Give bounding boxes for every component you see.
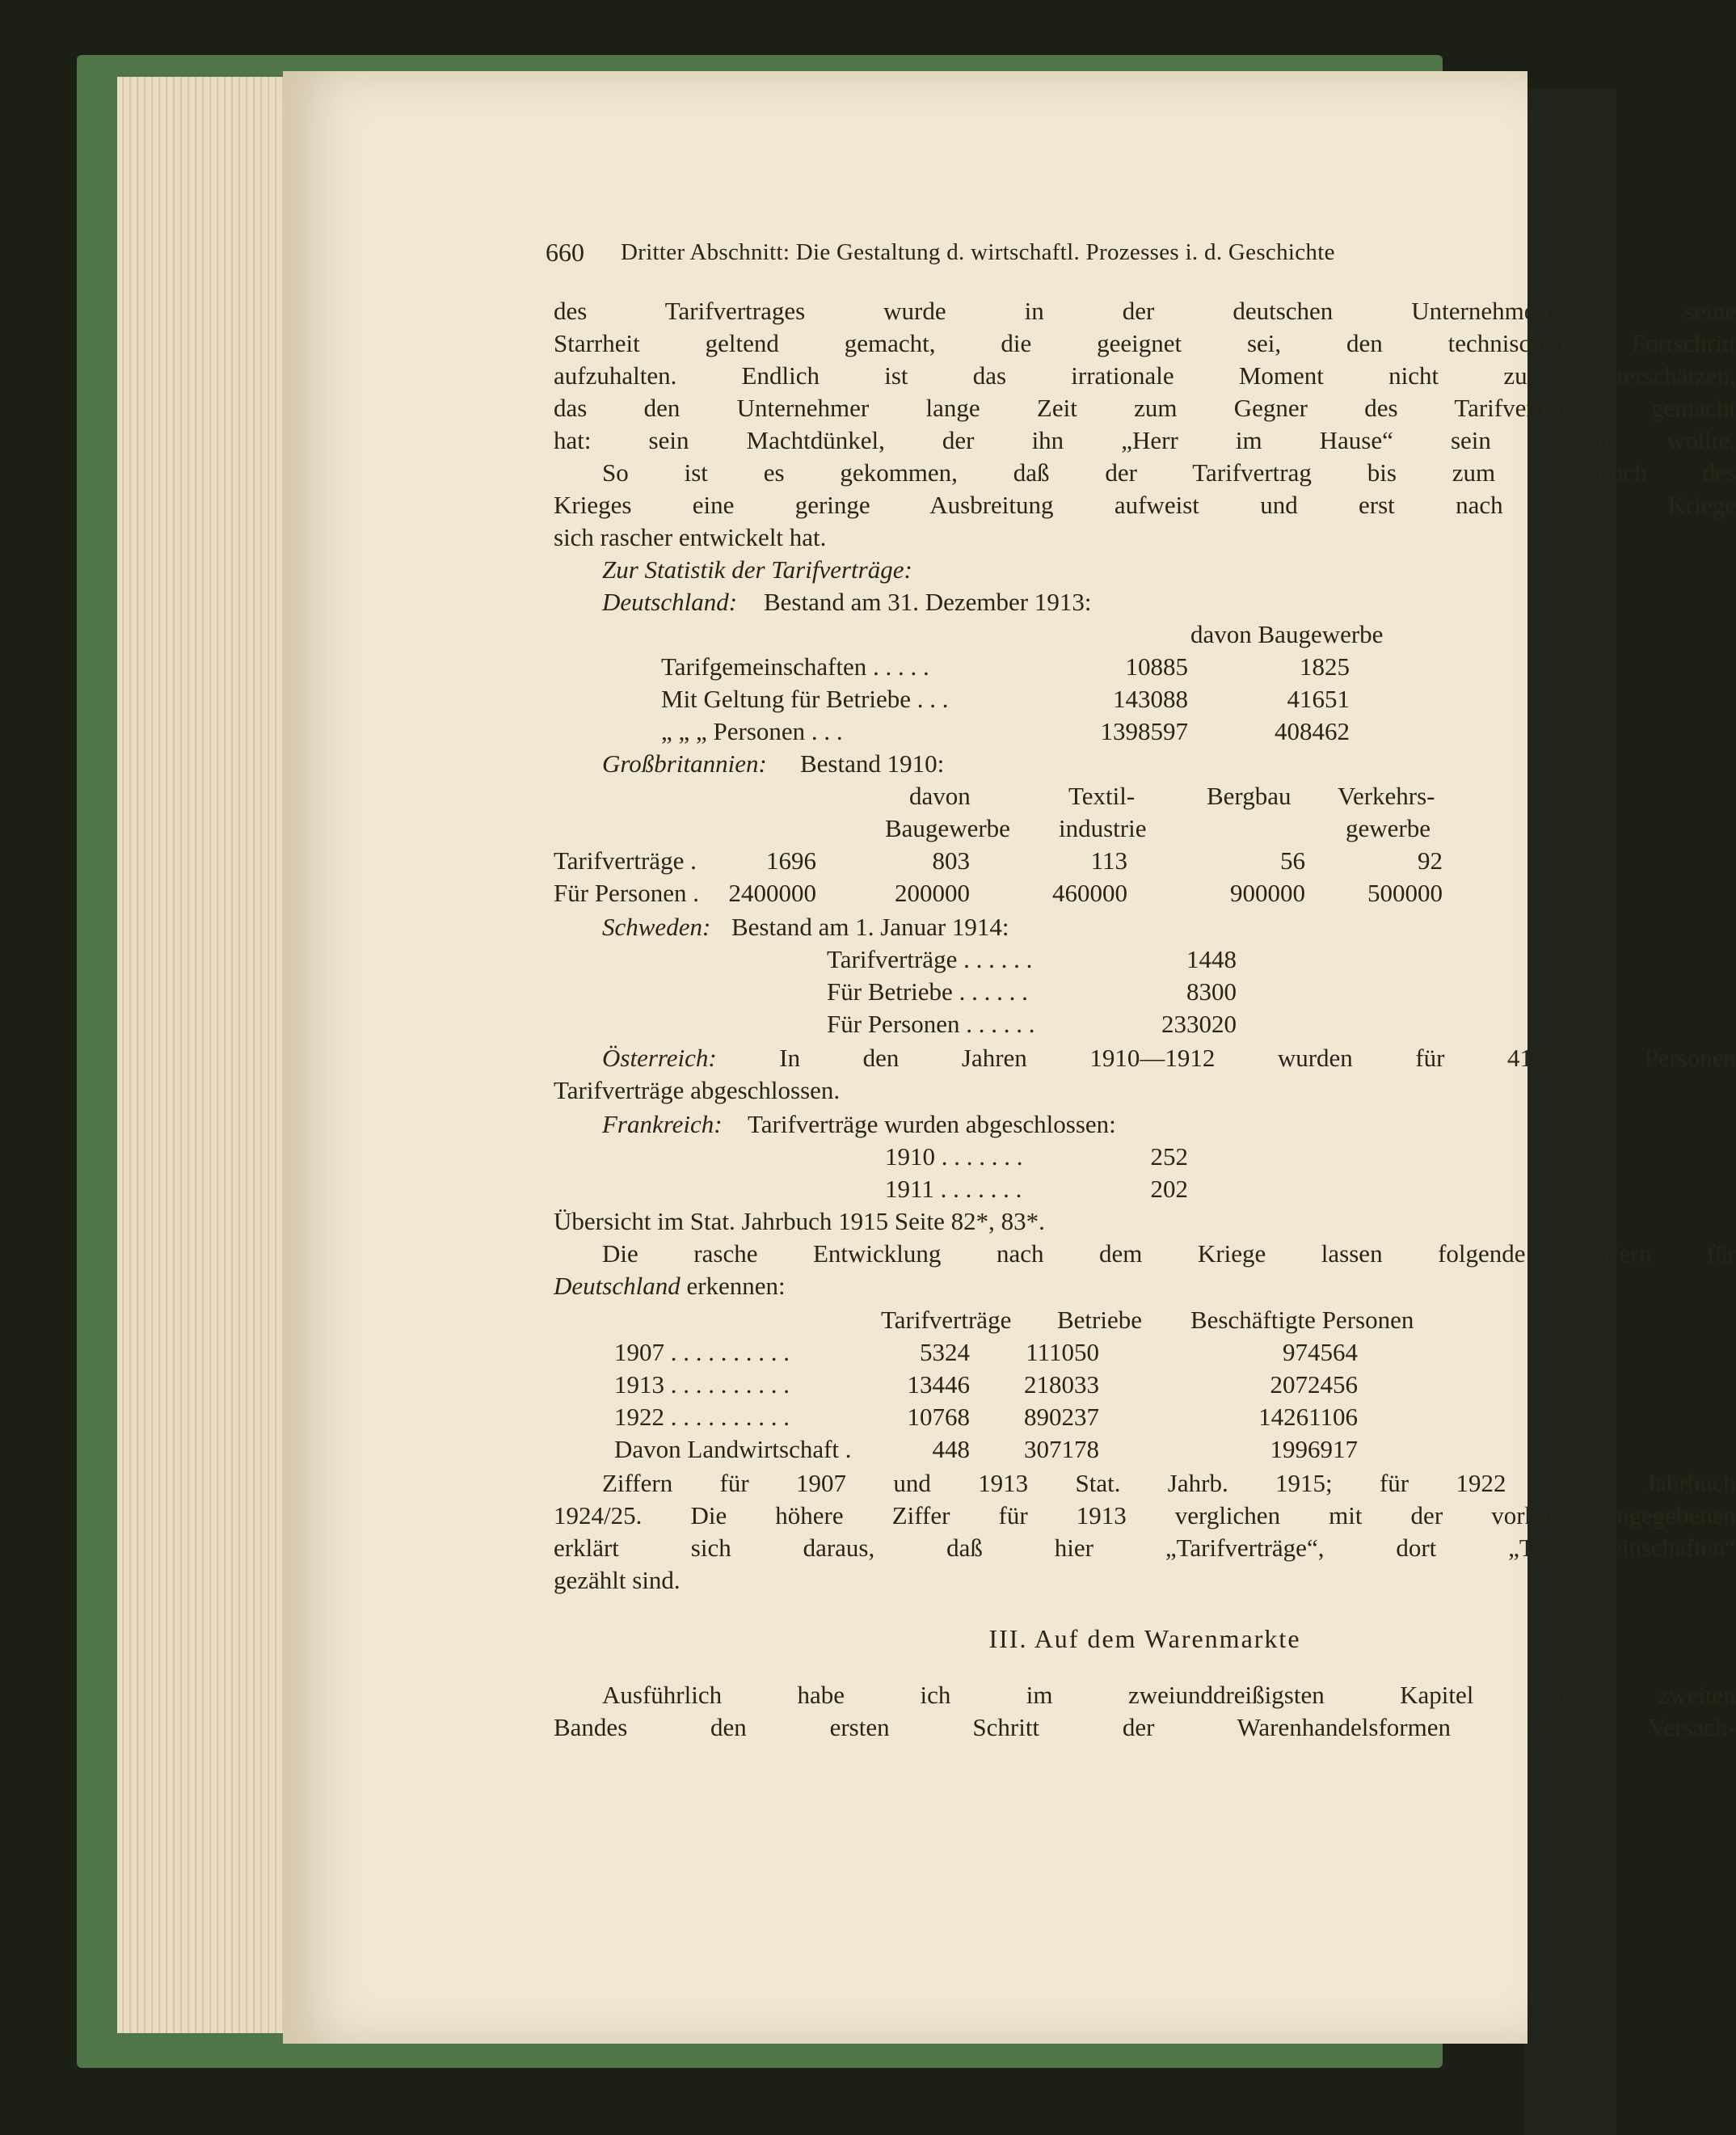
table2-cell: 111050 [1026, 1338, 1099, 1366]
overview-line: Übersicht im Stat. Jahrbuch 1915 Seite 82*, 83*. [554, 1207, 1045, 1235]
sweden-row-value: 233020 [1161, 1010, 1237, 1038]
para4-line: Ausführlich habe ich im zweiunddreißigsten Kapitel des zweiten [602, 1681, 1736, 1709]
britain-header: Verkehrs- [1338, 782, 1435, 810]
sweden-label: Schweden: [602, 913, 711, 941]
britain-cell: 2400000 [728, 879, 816, 907]
table2-row-label: 1922 . . . . . . . . . . [614, 1403, 790, 1431]
germany-row-label: Mit Geltung für Betriebe . . . [661, 685, 949, 713]
after-war-rest: erkennen: [686, 1272, 786, 1300]
page-edges [117, 77, 303, 2033]
table2-cell: 974564 [1283, 1338, 1358, 1366]
austria-line1: In den Jahren 1910—1912 wurden für 413711 Personen [779, 1044, 1736, 1072]
britain-cell: 113 [1090, 846, 1127, 875]
austria-line [602, 1043, 1736, 1074]
britain-cell: 500000 [1367, 879, 1443, 907]
britain-header: industrie [1059, 814, 1147, 842]
britain-cell: 56 [1280, 846, 1305, 875]
table2-cell: 1996917 [1270, 1435, 1358, 1463]
table2-header: Tarifverträge [881, 1306, 1012, 1334]
britain-row-label: Für Personen . [554, 879, 699, 907]
para1-line: Starrheit geltend gemacht, die geeignet sei, den technischen Fortschritt [554, 329, 1736, 357]
britain-cell: 1696 [766, 846, 816, 875]
austria-line2: Tarifverträge abgeschlossen. [554, 1076, 841, 1104]
section-title: III. Auf dem Warenmarkte [988, 1624, 1301, 1653]
austria-label: Österreich: [602, 1044, 717, 1072]
britain-cell: 200000 [895, 879, 970, 907]
germany-row-total: 1398597 [1100, 717, 1188, 745]
germany-row-label: „ „ „ Personen . . . [661, 717, 843, 745]
table2-cell: 10768 [907, 1403, 970, 1431]
table2-cell: 890237 [1024, 1403, 1099, 1431]
britain-cell: 803 [932, 846, 970, 875]
britain-cell: 92 [1418, 846, 1443, 875]
table2-row-label: 1907 . . . . . . . . . . [614, 1338, 790, 1366]
britain-header: Bergbau [1207, 782, 1291, 810]
page-number: 660 [546, 238, 584, 267]
para3-line: erklärt sich daraus, daß hier „Tarifverträge“, dort „Tarifgemeinschaften“ [554, 1534, 1736, 1562]
stat-heading: Zur Statistik der Tarifverträge: [602, 555, 912, 584]
sweden-text: Bestand am 1. Januar 1914: [731, 913, 1009, 941]
france-text: Tarifverträge wurden abgeschlossen: [748, 1110, 1116, 1138]
britain-header: Baugewerbe [885, 814, 1010, 842]
britain-label: Großbritannien: [602, 749, 767, 778]
table2-cell: 13446 [907, 1370, 970, 1399]
book-page [283, 71, 1736, 2044]
germany-label: Deutschland: [602, 588, 738, 616]
france-row-value: 252 [1150, 1142, 1188, 1171]
germany-row-bau: 1825 [1300, 652, 1350, 681]
sweden-row-label: Für Betriebe . . . . . . [827, 977, 1028, 1006]
germany-row-total: 10885 [1125, 652, 1188, 681]
britain-header: Textil- [1068, 782, 1136, 810]
britain-header: gewerbe [1346, 814, 1431, 842]
table2-cell: 5324 [920, 1338, 970, 1366]
para2-line: Krieges eine geringe Ausbreitung aufweist und erst nach dem Kriege [554, 491, 1736, 519]
sweden-row-label: Tarifverträge . . . . . . [827, 945, 1033, 973]
after-war-country: Deutschland [554, 1272, 680, 1300]
germany-row-bau: 408462 [1275, 717, 1350, 745]
after-war-line1: Die rasche Entwicklung nach dem Kriege lassen folgende Ziffern für [602, 1239, 1736, 1268]
para1-line: des Tarifvertrages wurde in der deutschen Unternehmerpresse seine [554, 297, 1736, 325]
para3-line: Ziffern für 1907 und 1913 Stat. Jahrb. 1915; für 1922 Stat. Jahrbuch [602, 1469, 1736, 1497]
germany-davon: davon Baugewerbe [1190, 620, 1384, 648]
germany-row-total: 143088 [1113, 685, 1188, 713]
britain-cell: 460000 [1052, 879, 1127, 907]
table2-cell: 448 [932, 1435, 970, 1463]
sweden-row-value: 8300 [1186, 977, 1237, 1006]
britain-text: Bestand 1910: [800, 749, 945, 778]
table2-cell: 14261106 [1258, 1403, 1358, 1431]
para1-line: aufzuhalten. Endlich ist das irrationale Moment nicht zu unterschätzen, [554, 361, 1736, 390]
table2-row-label: Davon Landwirtschaft . [614, 1435, 852, 1463]
para1-line: hat: sein Machtdünkel, der ihn „Herr im Hause“ sein lassen wollte. [554, 426, 1736, 454]
germany-row-label: Tarifgemeinschaften . . . . . [661, 652, 929, 681]
para3-line: gezählt sind. [554, 1566, 680, 1594]
running-title: Dritter Abschnitt: Die Gestaltung d. wirtschaftl. Prozesses i. d. Geschichte [621, 239, 1335, 265]
para3-line: 1924/25. Die höhere Ziffer für 1913 verglichen mit der vorher angegebenen [554, 1501, 1736, 1530]
britain-header: davon [909, 782, 971, 810]
france-row-label: 1910 . . . . . . . [885, 1142, 1023, 1171]
table2-row-label: 1913 . . . . . . . . . . [614, 1370, 790, 1399]
after-war-line2 [554, 1271, 786, 1302]
france-row-value: 202 [1150, 1175, 1188, 1203]
britain-cell: 900000 [1230, 879, 1305, 907]
table2-header: Beschäftigte Personen [1190, 1306, 1414, 1334]
germany-row-bau: 41651 [1287, 685, 1350, 713]
table2-cell: 218033 [1024, 1370, 1099, 1399]
para4-line: Bandes den ersten Schritt der Warenhandelsformen zur Versach- [554, 1713, 1736, 1741]
sweden-row-value: 1448 [1186, 945, 1237, 973]
sweden-row-label: Für Personen . . . . . . [827, 1010, 1035, 1038]
table2-header: Betriebe [1057, 1306, 1143, 1334]
france-row-label: 1911 . . . . . . . [885, 1175, 1022, 1203]
para2-line: So ist es gekommen, daß der Tarifvertrag bis zum Ausbruch des [602, 458, 1736, 487]
france-label: Frankreich: [602, 1110, 723, 1138]
britain-row-label: Tarifverträge . [554, 846, 697, 875]
germany-text: Bestand am 31. Dezember 1913: [764, 588, 1092, 616]
table2-cell: 2072456 [1270, 1370, 1358, 1399]
para2-line: sich rascher entwickelt hat. [554, 523, 827, 551]
para1-line: das den Unternehmer lange Zeit zum Gegner des Tarifvertrages gemacht [554, 394, 1736, 422]
table2-cell: 307178 [1024, 1435, 1099, 1463]
